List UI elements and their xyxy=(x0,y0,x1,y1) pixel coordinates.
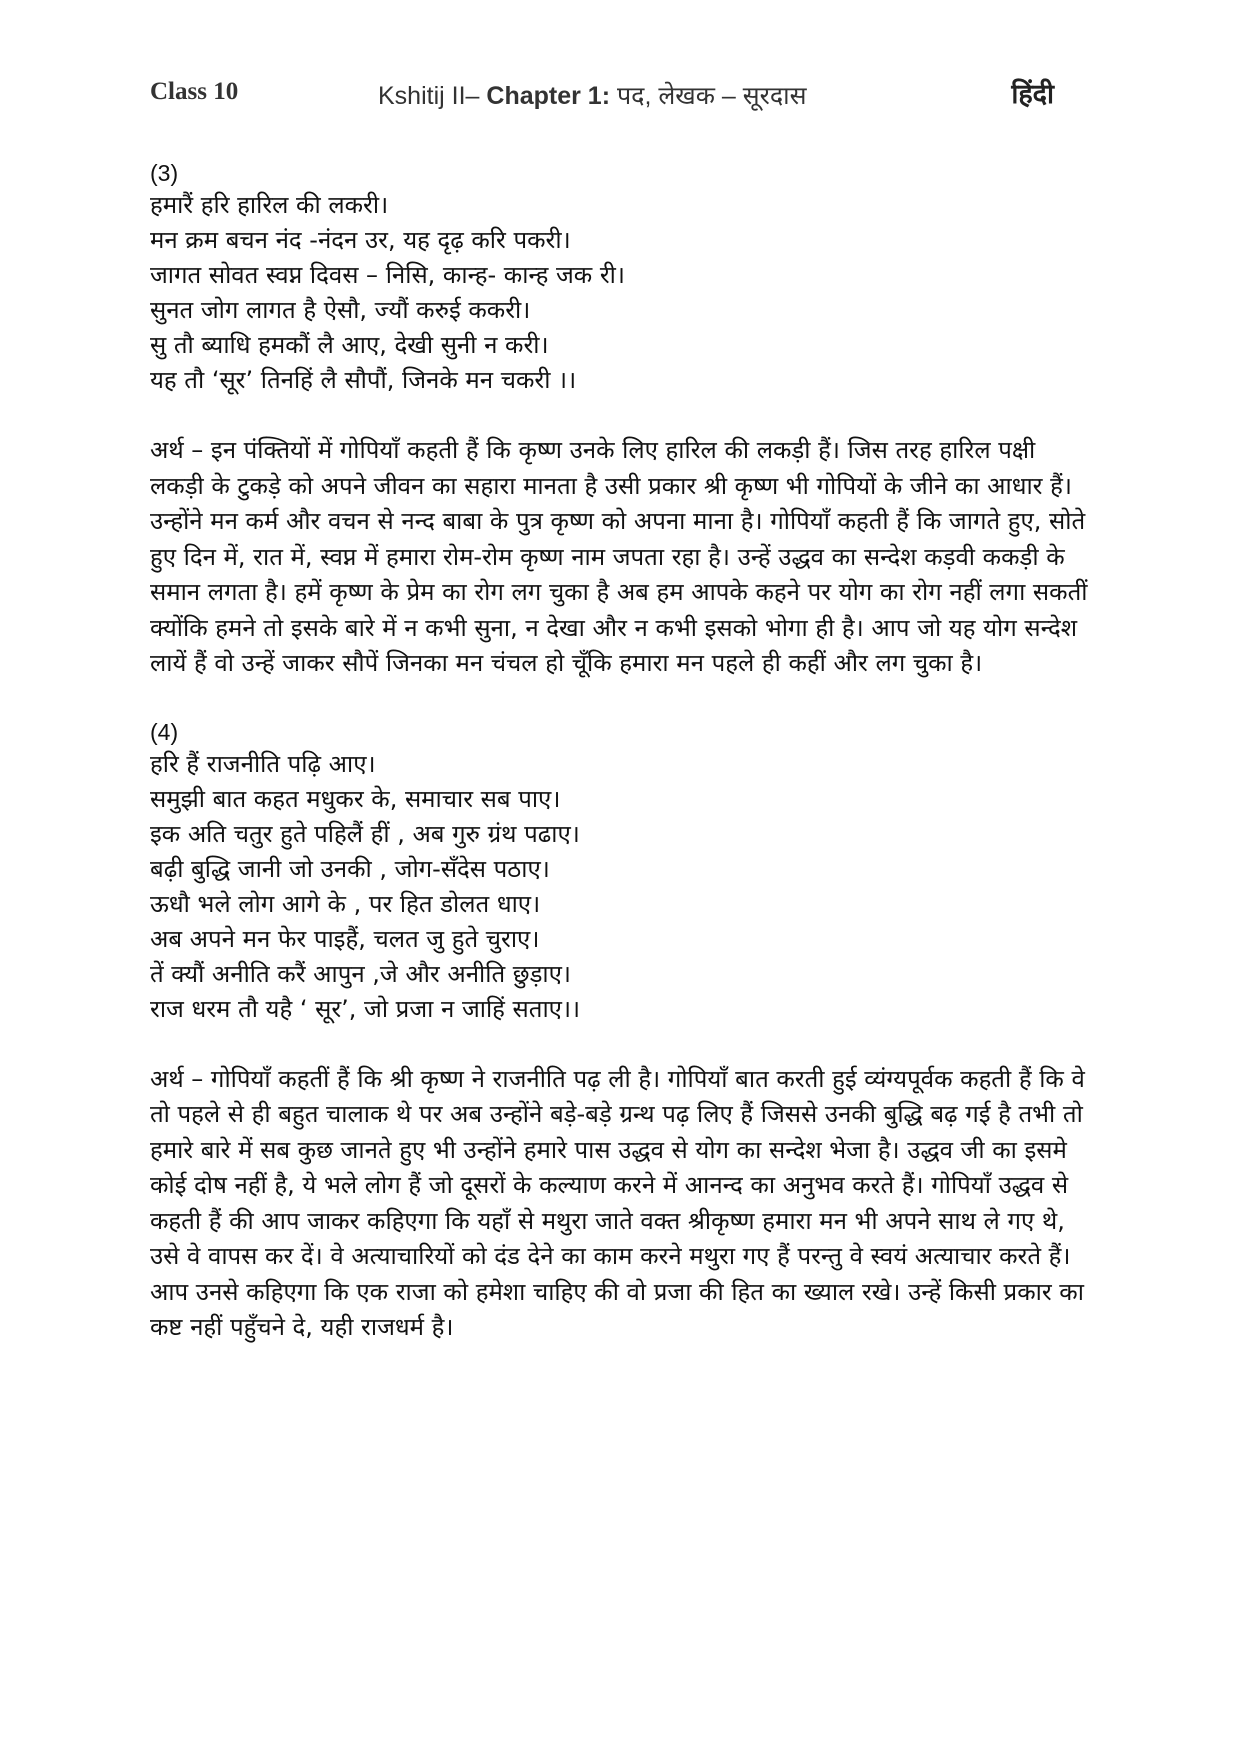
verse-line: जागत सोवत स्वप्न दिवस – निसि, कान्ह- कान्ह जक री। xyxy=(150,261,625,289)
verse-line: सुनत जोग लागत है ऐसौ, ज्यौं करुई ककरी। xyxy=(150,296,531,324)
stanza-number: (3) xyxy=(150,160,179,186)
section-4 xyxy=(150,717,1090,1346)
verse-block xyxy=(150,188,1090,398)
verse-line: हमारैं हरि हारिल की लकरी। xyxy=(150,191,389,219)
class-label: Class 10 xyxy=(150,78,239,105)
chapter-title xyxy=(378,78,807,112)
page-header xyxy=(150,74,1054,114)
verse-line: राज धरम तौ यहै ‘ सूर’, जो प्रजा न जाहिं सताए।। xyxy=(150,994,581,1023)
verse-line: इक अति चतुर हुते पहिलैं हीं , अब गुरु ग्रंथ पढाए। xyxy=(150,819,580,848)
meaning-paragraph: अर्थ – इन पंक्तियों में गोपियाँ कहती हैं कि कृष्ण उनके लिए हारिल की लकड़ी हैं। जिस तरह हारिल पक्षी लकड़ी के टुकड़े को अपने जीवन का सहारा मानता है उसी प्रकार श्री कृष्ण भी गोपियों के जीने का आधार हैं। उन्होंने मन कर्म और वचन से नन्द बाबा के पुत्र कृष्ण को अपना माना है। गोपियाँ कहती हैं कि जागते हुए, सोते हुए दिन में, रात में, स्वप्न में हमारा रोम-रोम कृष्ण नाम जपता रहा है। उन्हें उद्धव का सन्देश कड़वी ककड़ी के समान लगता है। हमें कृष्ण के प्रेम का रोग लग चुका है अब हम आपके कहने पर योग का रोग नहीं लगा सकतीं क्योंकि हमने तो इसके बारे में न कभी सुना, न देखा और न कभी इसको भोगा ही है। आप जो यह योग सन्देश लायें हैं वो उन्हें जाकर सौपें जिनका मन चंचल हो चूँकि हमारा मन पहले ही कहीं और लग चुका है। xyxy=(150,436,1088,677)
verse-line: मन क्रम बचन नंद -नंदन उर, यह दृढ़ करि पकरी। xyxy=(150,226,571,254)
verse-line: अब अपने मन फेर पाइहैं, चलत जु हुते चुराए। xyxy=(150,924,540,953)
verse-block xyxy=(150,747,1090,1027)
chapter-detail: पद, लेखक – सूरदास xyxy=(616,82,807,110)
verse-line: ऊधौ भले लोग आगे के , पर हित डोलत धाए। xyxy=(150,889,541,918)
verse-line: बढ़ी बुद्धि जानी जो उनकी , जोग-सँदेस पठाए। xyxy=(150,854,550,883)
page-content xyxy=(150,158,1090,1346)
verse-line: यह तौ ‘सूर’ तिनहिं लै सौपौं, जिनके मन चकरी ।। xyxy=(150,366,577,394)
verse-line: हरि हैं राजनीति पढ़ि आए। xyxy=(150,749,376,778)
verse-line: तें क्यौं अनीति करैं आपुन ,जे और अनीति छुड़ाए। xyxy=(150,959,572,988)
verse-line: सु तौ ब्याधि हमकौं लै आए, देखी सुनी न करी। xyxy=(150,331,549,359)
verse-line: समुझी बात कहत मधुकर के, समाचार सब पाए। xyxy=(150,784,561,813)
stanza-number: (4) xyxy=(150,718,179,745)
book-name: Kshitij II– xyxy=(378,82,480,110)
subject-label: हिंदी xyxy=(1011,79,1054,110)
chapter-number: Chapter 1: xyxy=(486,82,611,110)
meaning-paragraph: अर्थ – गोपियाँ कहतीं हैं कि श्री कृष्ण ने राजनीति पढ़ ली है। गोपियाँ बात करती हुई व्यंग्यपूर्वक कहती हैं कि वे तो पहले से ही बहुत चालाक थे पर अब उन्होंने बड़े-बड़े ग्रन्थ पढ़ लिए हैं जिससे उनकी बुद्धि बढ़ गई है तभी तो हमारे बारे में सब कुछ जानते हुए भी उन्होंने हमारे पास उद्धव से योग का सन्देश भेजा है। उद्धव जी का इसमे कोई दोष नहीं है, ये भले लोग हैं जो दूसरों के कल्याण करने में आनन्द का अनुभव करते हैं। गोपियाँ उद्धव से कहती हैं की आप जाकर कहिएगा कि यहाँ से मथुरा जाते वक्त श्रीकृष्ण हमारा मन भी अपने साथ ले गए थे, उसे वे वापस कर दें। वे अत्याचारियों को दंड देने का काम करने मथुरा गए हैं परन्तु वे स्वयं अत्याचार करते हैं। आप उनसे कहिएगा कि एक राजा को हमेशा चाहिए की वो प्रजा की हित का ख्याल रखे। उन्हें किसी प्रकार का कष्ट नहीं पहुँचने दे, यही राजधर्म है। xyxy=(150,1064,1085,1341)
section-3 xyxy=(150,158,1090,682)
